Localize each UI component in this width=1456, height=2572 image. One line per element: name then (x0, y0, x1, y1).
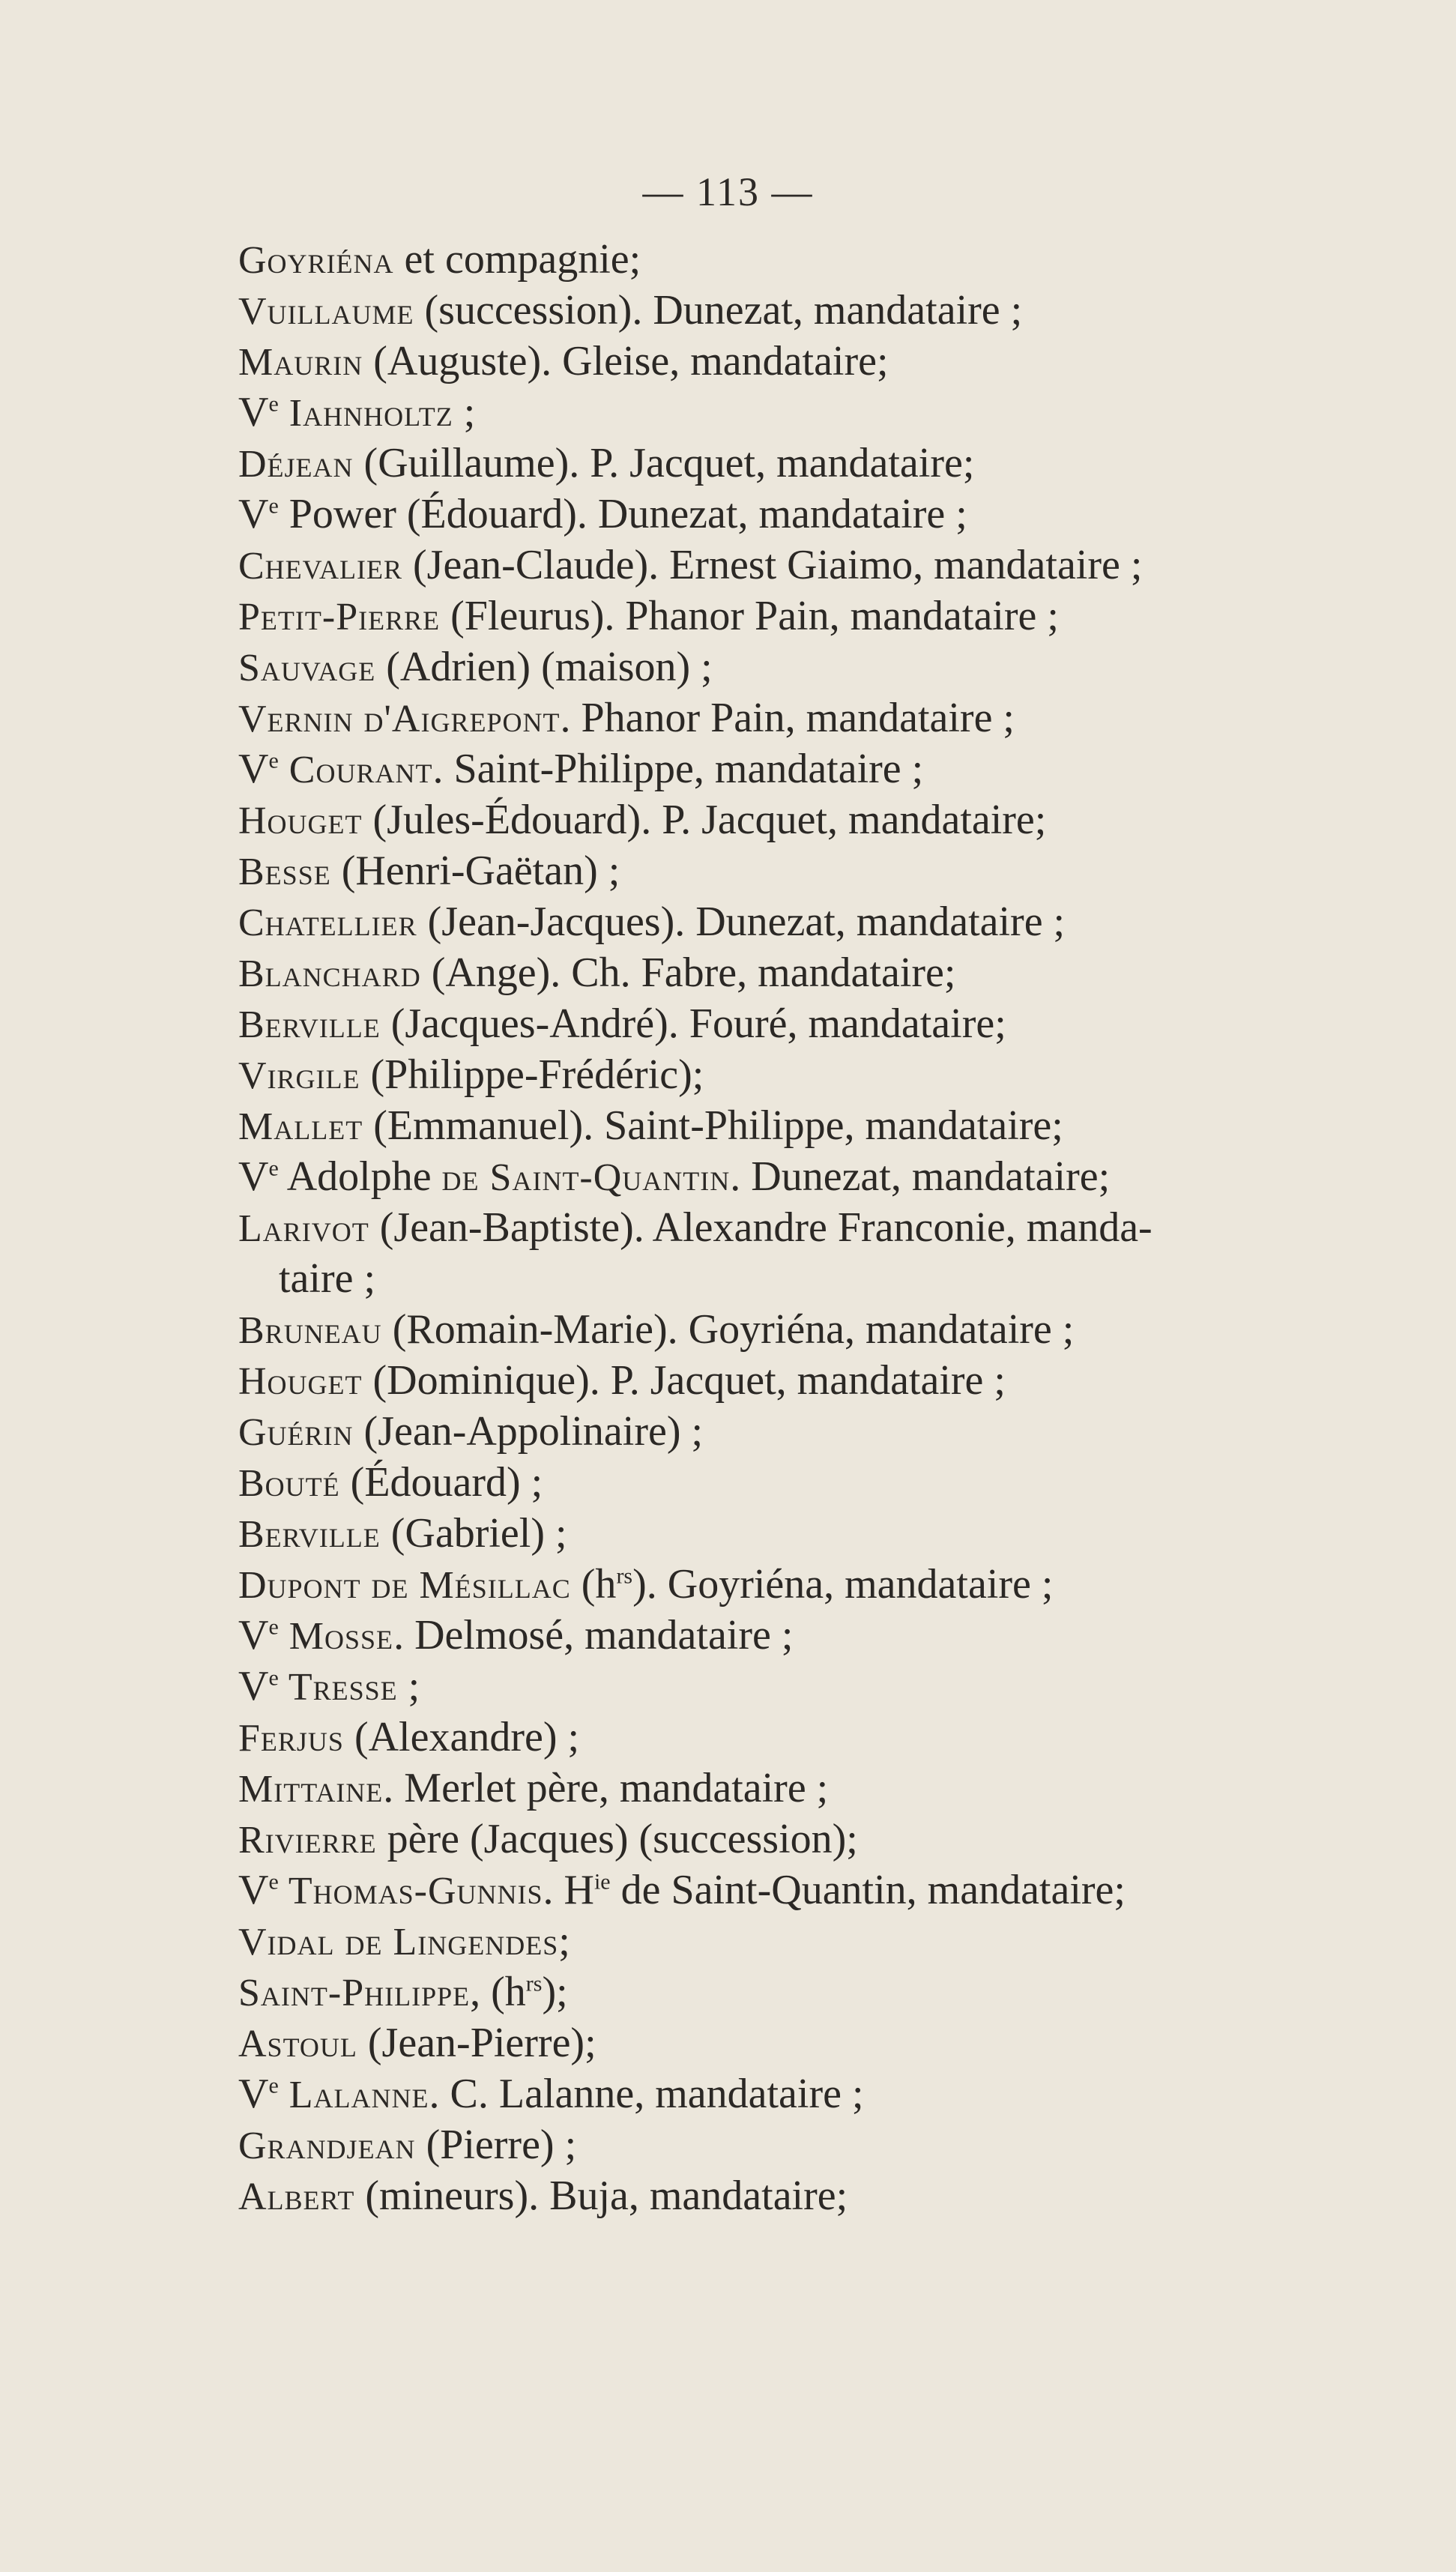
list-item (238, 1202, 1317, 1253)
entry-text: (Jean-Appolinaire) ; (353, 1408, 704, 1455)
entry-name: Blanchard (238, 953, 421, 995)
entry-name: Vuillaume (238, 290, 414, 333)
list-item (238, 947, 1317, 998)
list-item (238, 234, 1317, 285)
entry-text: (Henri-Gaëtan) ; (330, 848, 620, 894)
entry-name: Mittaine (238, 1768, 384, 1811)
entry-text: Adolphe (278, 1153, 442, 1200)
entry-text: ; (453, 389, 476, 435)
page-number: — 113 — (642, 169, 814, 214)
entry-text: (Adrien) (maison) ; (375, 644, 713, 690)
entry-text: . Saint-Philippe, mandataire ; (432, 746, 924, 792)
entry-text: (Emmanuel). Saint-Philippe, mandataire; (363, 1102, 1063, 1149)
entry-prefix: V (238, 389, 269, 435)
entry-text: ; (558, 1918, 570, 1964)
entry-text-2: ). Goyriéna, mandataire ; (632, 1561, 1054, 1608)
entry-name: Vidal de Lingendes (238, 1921, 559, 1963)
entry-text: (Jean-Baptiste). Alexandre Franconie, manda- (369, 1204, 1153, 1251)
entry-prefix-sup: e (268, 1156, 279, 1181)
entry-prefix: V (238, 1612, 269, 1658)
entry-name: Virgile (238, 1054, 360, 1097)
entry-text: (Jules-Édouard). P. Jacquet, mandataire; (362, 797, 1047, 843)
entry-text: (h (570, 1561, 617, 1608)
entry-text: (succession). Dunezat, mandataire ; (414, 287, 1023, 333)
entry-name: Houget (238, 800, 363, 842)
entry-text: (Pierre) ; (415, 2122, 577, 2168)
entry-text: (Guillaume). P. Jacquet, mandataire; (353, 440, 975, 486)
entry-name: Bouté (238, 1462, 340, 1505)
list-item (238, 1916, 1317, 1966)
entry-text: (Jean-Claude). Ernest Giaimo, mandataire ; (402, 542, 1143, 588)
entry-list (238, 234, 1317, 2221)
entry-text: (Jean-Pierre); (357, 2020, 596, 2066)
entry-name: Saint-Philippe (238, 1972, 471, 2014)
list-item (238, 2119, 1317, 2170)
entry-name: Thomas-Gunnis (278, 1870, 543, 1913)
entry-name: Courant (278, 749, 433, 791)
list-item (238, 1559, 1317, 1610)
entry-prefix: V (238, 1153, 269, 1200)
entry-name: Berville (238, 1513, 381, 1556)
entry-text: (mineurs). Buja, mandataire; (354, 2173, 848, 2219)
list-item (238, 285, 1317, 336)
entry-name: Besse (238, 851, 331, 893)
list-item (238, 591, 1317, 642)
entry-prefix: V (238, 1867, 269, 1913)
list-item (238, 998, 1317, 1049)
entry-text: père (Jacques) (succession); (376, 1816, 858, 1862)
entry-prefix-sup: e (268, 2073, 279, 2098)
entry-text: . Delmosé, mandataire ; (393, 1612, 794, 1658)
list-item (238, 387, 1317, 438)
entry-name: Rivierre (238, 1819, 377, 1862)
list-item (238, 1814, 1317, 1865)
list-item (238, 1712, 1317, 1763)
list-item (238, 794, 1317, 845)
entry-prefix: V (238, 491, 269, 537)
entry-text: . Phanor Pain, mandataire ; (560, 695, 1015, 741)
list-item (238, 2017, 1317, 2068)
entry-text: (Philippe-Frédéric); (360, 1051, 704, 1098)
entry-text: (Jean-Jacques). Dunezat, mandataire ; (417, 899, 1066, 945)
list-item (238, 1865, 1317, 1916)
entry-name: Ferjus (238, 1717, 344, 1760)
list-item-continuation: taire ; (279, 1255, 376, 1302)
entry-text-2: . Dunezat, mandataire; (730, 1153, 1111, 1200)
entry-sup: ie (593, 1869, 611, 1895)
entry-text: (Ange). Ch. Fabre, mandataire; (420, 950, 956, 996)
entry-prefix: V (238, 746, 269, 792)
entry-name: Sauvage (238, 647, 376, 689)
list-item (238, 642, 1317, 692)
entry-name: Houget (238, 1360, 363, 1403)
list-item (238, 1763, 1317, 1814)
entry-prefix-sup: e (268, 748, 279, 773)
entry-prefix: V (238, 2071, 269, 2117)
entry-name: de Saint-Quantin (441, 1156, 731, 1199)
entry-name: Albert (238, 2176, 355, 2218)
entry-name: Mosse (278, 1615, 394, 1658)
entry-text: (Jacques-André). Fouré, mandataire; (380, 1000, 1006, 1047)
entry-text: (Romain-Marie). Goyriéna, mandataire ; (381, 1306, 1075, 1353)
entry-text: ; (397, 1663, 420, 1709)
list-item (238, 438, 1317, 489)
entry-name: Petit-Pierre (238, 596, 441, 639)
entry-text: (Gabriel) ; (380, 1510, 567, 1557)
list-item (238, 489, 1317, 540)
entry-name: Dupont de Mésillac (238, 1564, 571, 1607)
list-item (238, 896, 1317, 947)
entry-name: Mallet (238, 1105, 363, 1148)
entry-sup: rs (616, 1563, 633, 1589)
entry-name: Berville (238, 1003, 381, 1046)
entry-text: (Fleurus). Phanor Pain, mandataire ; (440, 593, 1059, 639)
list-item (238, 1457, 1317, 1508)
list-item (238, 1151, 1317, 1202)
entry-name: Tresse (278, 1666, 398, 1709)
entry-text: (Dominique). P. Jacquet, mandataire ; (362, 1357, 1006, 1404)
entry-prefix-sup: e (268, 1869, 279, 1895)
entry-name: Grandjean (238, 2125, 416, 2167)
entry-name: Maurin (238, 341, 363, 384)
list-item (238, 743, 1317, 794)
list-item (238, 1049, 1317, 1100)
list-item (238, 2170, 1317, 2221)
entry-name: Iahnholtz (278, 392, 453, 435)
entry-name: Guérin (238, 1411, 354, 1454)
entry-name: Chevalier (238, 545, 403, 588)
list-item (238, 1355, 1317, 1406)
list-item (238, 1508, 1317, 1559)
entry-text-2: de Saint-Quantin, mandataire; (610, 1867, 1126, 1913)
entry-text: (Édouard) ; (339, 1459, 543, 1506)
list-item (238, 336, 1317, 387)
list-item (238, 1661, 1317, 1712)
entry-name: Larivot (238, 1207, 369, 1250)
entry-text: , (h (470, 1969, 526, 2015)
entry-name: Goyriéna (238, 239, 394, 282)
entry-text-2: ); (542, 1969, 568, 2015)
entry-name: Déjean (238, 443, 354, 486)
entry-text: (Alexandre) ; (343, 1714, 580, 1760)
entry-prefix-sup: e (268, 493, 279, 519)
entry-text: . H (543, 1867, 594, 1913)
entry-text: et compagnie; (393, 236, 641, 283)
entry-prefix: V (238, 1663, 269, 1709)
list-item (238, 1966, 1317, 2017)
list-item (238, 692, 1317, 743)
entry-name: Bruneau (238, 1309, 382, 1352)
entry-text: . C. Lalanne, mandataire ; (429, 2071, 864, 2117)
list-item (238, 845, 1317, 896)
entry-text: Power (Édouard). Dunezat, mandataire ; (278, 491, 967, 537)
entry-name: Astoul (238, 2023, 357, 2065)
entry-text: (Auguste). Gleise, mandataire; (363, 338, 889, 384)
entry-text: . Merlet père, mandataire ; (383, 1765, 829, 1811)
list-item (238, 1304, 1317, 1355)
list-item (238, 540, 1317, 591)
list-item (238, 1610, 1317, 1661)
entry-prefix-sup: e (268, 1665, 279, 1691)
entry-prefix-sup: e (268, 391, 279, 417)
entry-name: Vernin d'Aigrepont (238, 698, 561, 740)
entry-name: Chatellier (238, 902, 417, 944)
entry-sup: rs (525, 1971, 543, 1996)
list-item (238, 1406, 1317, 1457)
entry-name: Lalanne (278, 2074, 429, 2116)
list-item (238, 2068, 1317, 2119)
entry-prefix-sup: e (268, 1614, 279, 1640)
list-item (238, 1100, 1317, 1151)
